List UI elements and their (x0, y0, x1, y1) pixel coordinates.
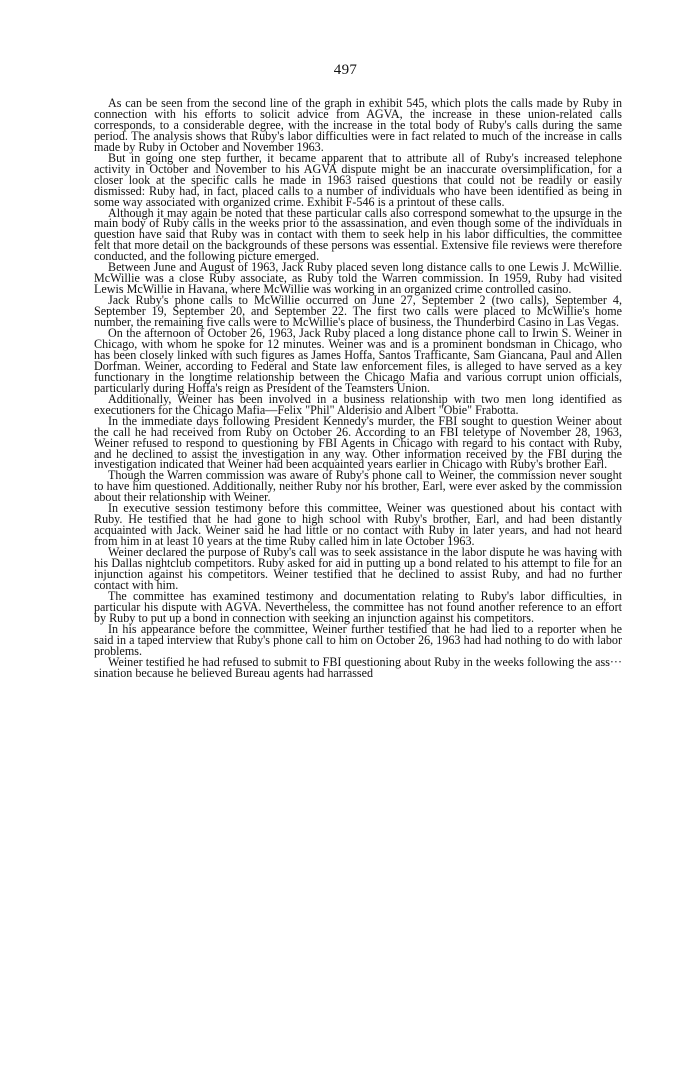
paragraph: As can be seen from the second line of the graph in exhibit 545, which plots the calls made by Ruby in connection with his efforts to solicit advice from AGVA, the increase in these union-related calls corresponds, to a considerable degree, with the increase in the total body of Ruby's calls during the same period. The analysis shows that Ruby's labor difficulties were in fact related to much of the increase in calls made by Ruby in October and November 1963. (94, 96, 622, 154)
paragraph: Between June and August of 1963, Jack Ruby placed seven long distance calls to one Lewis J. McWillie. McWillie was a close Ruby associate, as Ruby told the Warren commission. In 1959, Ruby had visited Lewis McWillie in Havana, where McWillie was working in an organized crime controlled casino. (94, 260, 622, 297)
paragraph: Although it may again be noted that these particular calls also correspond somewhat to the upsurge in the main body of Ruby calls in the weeks prior to the assassination, and even though some of the individuals in question have said that Ruby was in contact with them to seek help in his labor difficulties, the committee felt that more detail on the backgrounds of these persons was essential. Extensive file reviews were therefore conducted, and the following picture emerged. (94, 205, 622, 264)
paragraph: In the immediate days following President Kennedy's murder, the FBI sought to question Weiner about the call he had received from Ruby on October 26. According to an FBI teletype of November 28, 1963, Weiner refused to respond to questioning by FBI Agents in Chicago with regard to his contact with Ruby, and he declined to assist the investigation in any way. Other information received by the FBI during the investigation indicated that Weiner had been acquainted years earlier in Chicago with Ruby's brother Earl. (94, 413, 622, 472)
paragraph: Weiner testified he had refused to submit to FBI questioning about Ruby in the weeks following the ass··· sination because he believed Bureau agents had harrassed (94, 654, 622, 680)
paragraph: On the afternoon of October 26, 1963, Jack Ruby placed a long distance phone call to Irwin S. Weiner in Chicago, with whom he spoke for 12 minutes. Weiner was and is a prominent bondsman in Chicago, who has been closely linked with such figures as James Hoffa, Santos Trafficante, Sam Giancana, Paul and Allen Dorfman. Weiner, according to Federal and State law enforcement files, is alleged to have served as a key functionary in the longtime relationship between the Chicago Mafia and various corrupt union officials, particularly during Hoffa's reign as President of the Teamsters Union. (94, 326, 622, 395)
paragraph: In his appearance before the committee, Weiner further testified that he had lied to a reporter when he said in a taped interview that Ruby's phone call to him on October 26, 1963 had had nothing to do with labor problems. (94, 621, 622, 658)
paragraph: Additionally, Weiner has been involved in a business relationship with two men long identified as executioners for the Chicago Mafia—Felix "Phil" Alderisio and Albert "Obie" Frabotta. (94, 391, 622, 417)
paragraph: Though the Warren commission was aware of Ruby's phone call to Weiner, the commission never sought to have him questioned. Additionally, neither Ruby nor his brother, Earl, were ever asked by the commission about their relationship with Weiner. (94, 468, 622, 505)
paragraph: Jack Ruby's phone calls to McWillie occurred on June 27, September 2 (two calls), September 4, September 19, September 20, and September 22. The first two calls were placed to McWillie's home number, the remaining five calls were to McWillie's place of business, the Thunderbird Casino in Las Vegas. (94, 293, 622, 330)
paragraph: The committee has examined testimony and documentation relating to Ruby's labor difficulties, in particular his dispute with AGVA. Nevertheless, the committee has not found another reference to an effort by Ruby to put up a bond in connection with seeking an injunction against his competitors. (94, 588, 622, 625)
paragraph: In executive session testimony before this committee, Weiner was questioned about his contact with Ruby. He testified that he had gone to high school with Ruby's brother, Earl, and had been distantly acquainted with Jack. Weiner said he had little or no contact with Ruby in later years, and had not heard from him in at least 10 years at the time Ruby called him in late October 1963. (94, 501, 622, 549)
page-number: 497 (333, 62, 358, 78)
paragraph: Weiner declared the purpose of Ruby's call was to seek assistance in the labor dispute he was having with his Dallas nightclub competitors. Ruby asked for aid in putting up a bond related to his attempt to file for an injunction against his competitors. Weiner testified that he declined to assist Ruby, and had no further contact with him. (94, 545, 622, 592)
body-text (94, 98, 622, 679)
paragraph: But in going one step further, it became apparent that to attribute all of Ruby's increased telephone activity in October and November to his AGVA dispute might be an inaccurate oversimplification, for a closer look at the specific calls he made in 1963 raised questions that could not be readily or easily dismissed: Ruby had, in fact, placed calls to a number of individuals who have been identified as being in some way associated with organized crime. Exhibit F-546 is a printout of these calls. (94, 150, 622, 209)
